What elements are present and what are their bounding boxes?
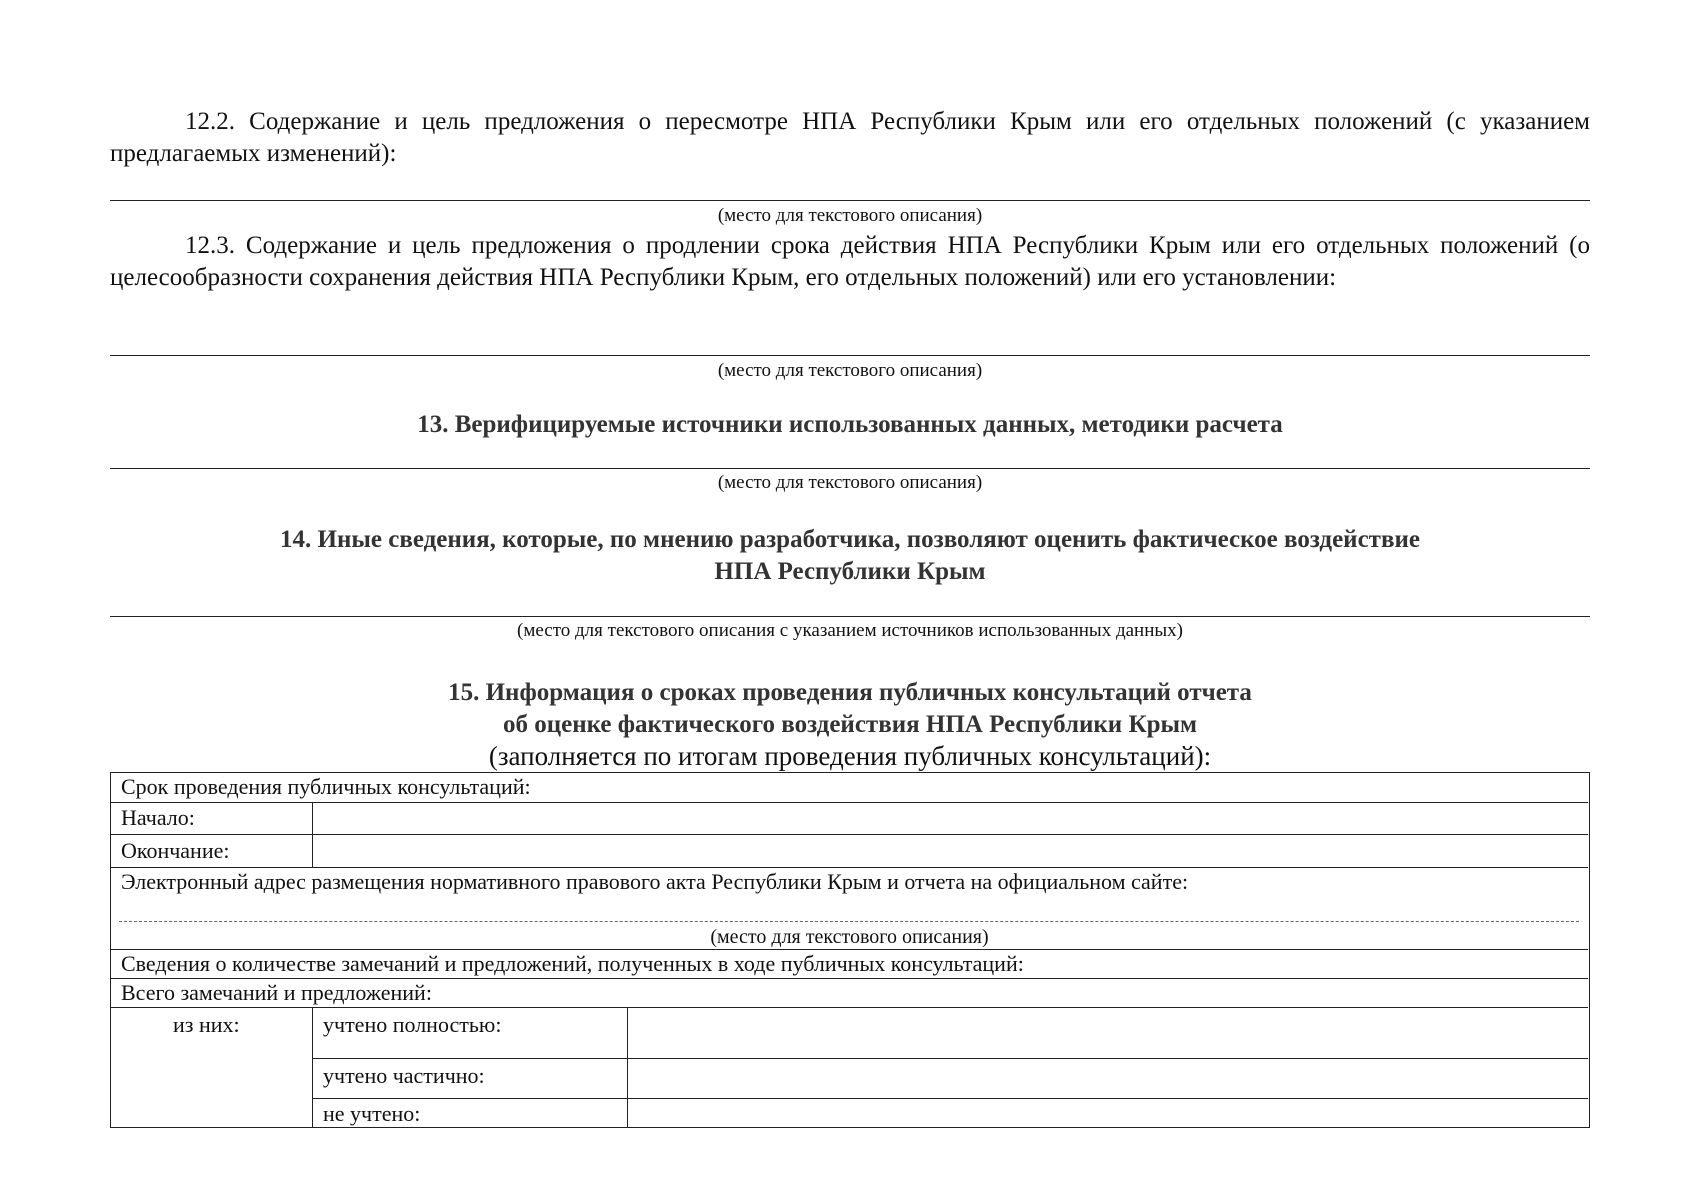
row-divider <box>111 867 1588 868</box>
of-them-label: из них: <box>173 1012 240 1037</box>
total-label: Всего замечаний и предложений: <box>121 980 432 1005</box>
section-12-2-caption: (место для текстового описания) <box>717 205 983 226</box>
section-13-heading: 13. Верифицируемые источники использованных данных, методики расчета <box>417 411 1283 438</box>
info-label: Сведения о количестве замечаний и предложений, полученных в ходе публичных консультаций: <box>121 951 1024 976</box>
section-14-heading-line1: 14. Иные сведения, которые, по мнению разработчика, позволяют оценить фактическое воздействие <box>280 526 1420 553</box>
row-divider <box>111 978 1588 979</box>
section-12-2-fill-line <box>110 200 1590 201</box>
section-14-caption: (место для текстового описания с указанием источников использованных данных) <box>517 620 1183 641</box>
row-divider <box>312 1098 1588 1099</box>
section-15-heading-line1: 15. Информация о сроках проведения публичных консультаций отчета <box>448 679 1252 706</box>
end-label: Окончание: <box>121 838 230 863</box>
section-14-heading-line2: НПА Республики Крым <box>714 558 986 585</box>
section-12-3-text: 12.3. Содержание и цель предложения о продлении срока действия НПА Республики Крым или его отдельных положений (о целесообразности сохранения действия НПА Республики Крым, его отдельных положений) или его установлении: <box>110 232 1590 291</box>
row-divider <box>111 802 1588 803</box>
row-divider <box>312 1058 1588 1059</box>
row-divider <box>111 1007 1588 1008</box>
section-15-heading-line2: об оценке фактического воздействия НПА Республики Крым <box>502 711 1198 738</box>
start-label: Начало: <box>121 805 195 830</box>
section-12-3-caption: (место для текстового описания) <box>717 360 983 381</box>
section-12-3-fill-line <box>110 355 1590 356</box>
section-12-2-text: 12.2. Содержание и цель предложения о пересмотре НПА Республики Крым или его отдельных положений (с указанием предлагаемых изменений): <box>110 108 1590 167</box>
period-label: Срок проведения публичных консультаций: <box>121 774 531 799</box>
not-label: не учтено: <box>323 1101 421 1126</box>
section-13-fill-line <box>110 468 1590 469</box>
column-divider <box>312 802 313 867</box>
column-divider <box>627 1007 628 1127</box>
consultations-table <box>110 772 1590 1128</box>
section-15-subheading: (заполняется по итогам проведения публичных консультаций): <box>488 741 1212 771</box>
address-label: Электронный адрес размещения нормативного правового акта Республики Крым и отчета на официальном сайте: <box>121 869 1189 894</box>
address-fill-line <box>119 921 1579 922</box>
section-13-caption: (место для текстового описания) <box>717 472 983 493</box>
address-caption: (место для текстового описания) <box>710 926 989 948</box>
column-divider <box>312 1007 313 1127</box>
section-14-fill-line <box>110 616 1590 617</box>
full-label: учтено полностью: <box>323 1012 502 1037</box>
partial-label: учтено частично: <box>323 1063 485 1088</box>
row-divider <box>111 834 1588 835</box>
